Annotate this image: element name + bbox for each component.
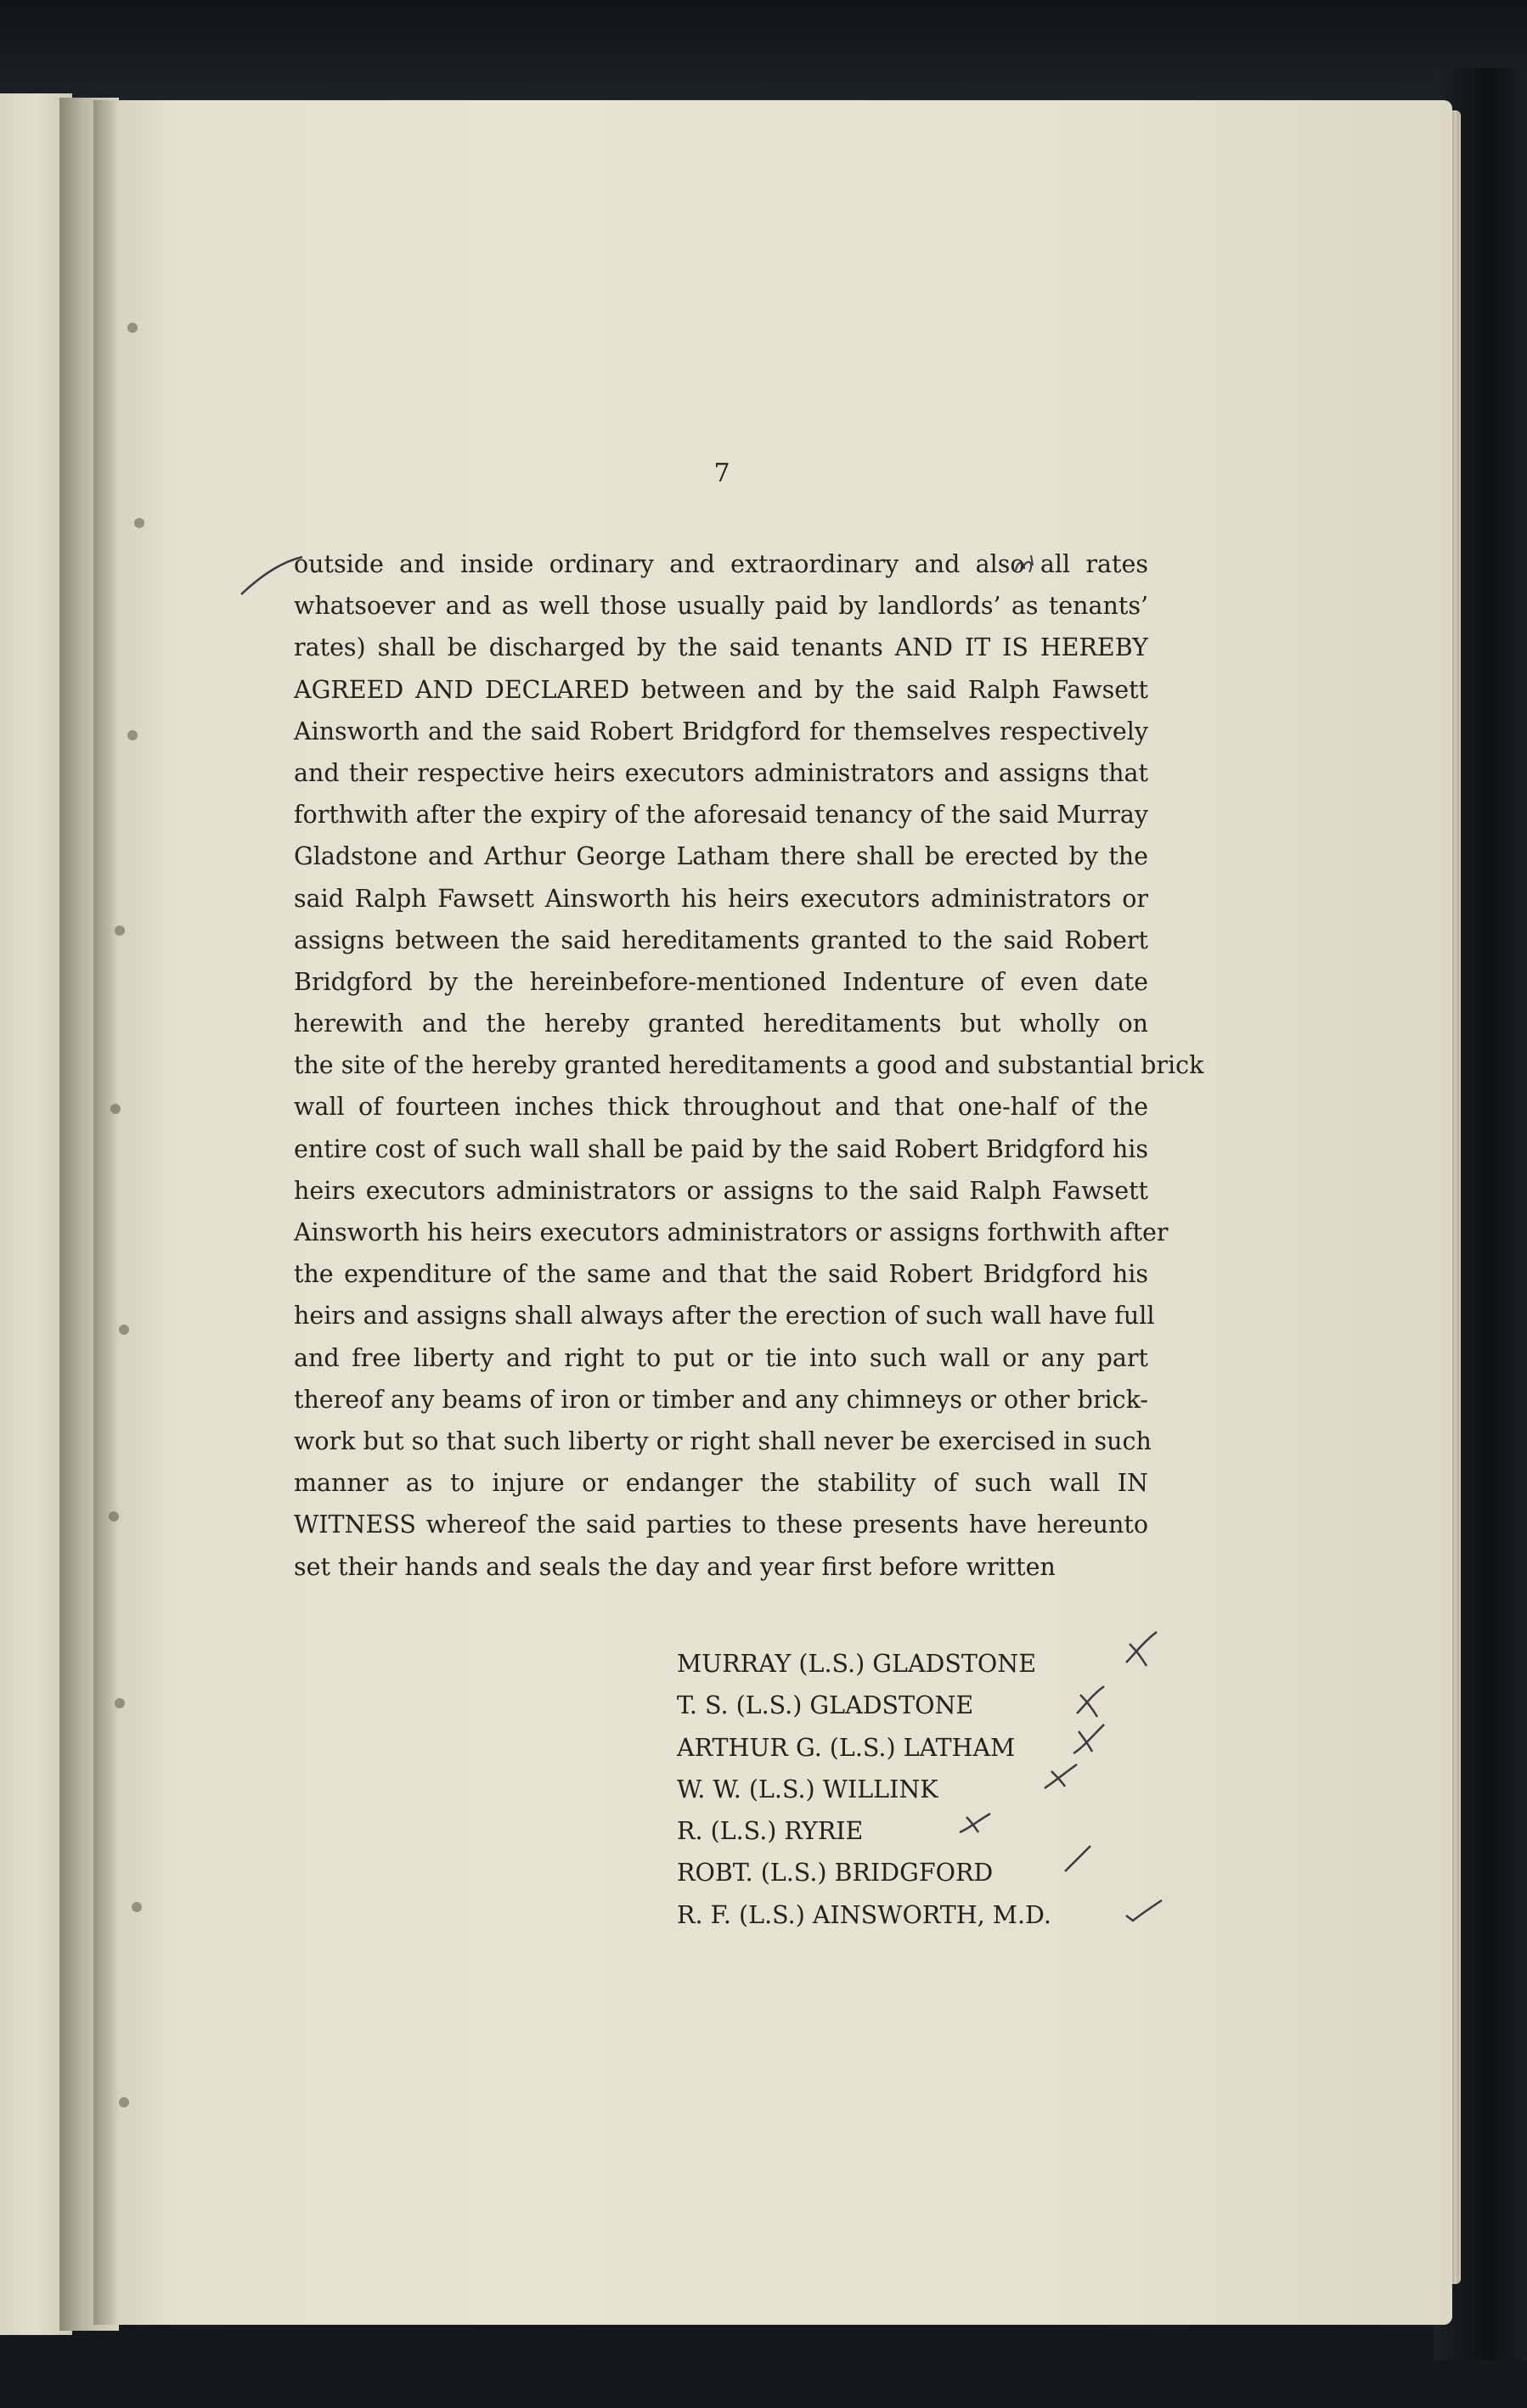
signature-block bbox=[677, 1643, 1051, 1936]
body-line: rates) shall be discharged by the said tenants AND IT IS HEREBY bbox=[294, 633, 1148, 662]
body-line: whatsoever and as well those usually paid by landlords’ as tenants’ bbox=[294, 592, 1148, 621]
signature-line: ARTHUR G. (L.S.) LATHAM bbox=[677, 1733, 1016, 1762]
body-line: Bridgford by the hereinbefore-mentioned Indenture of even date bbox=[294, 967, 1148, 996]
tick-mark-icon bbox=[1123, 1629, 1160, 1669]
binding-hole bbox=[127, 730, 138, 740]
binding-hole bbox=[115, 926, 125, 936]
gutter-shadow bbox=[93, 100, 119, 2325]
body-line: heirs and assigns shall always after the erection of such wall have full bbox=[294, 1302, 1155, 1331]
deed-body-text bbox=[294, 543, 1204, 1588]
binding-hole bbox=[132, 1902, 142, 1912]
body-line: work but so that such liberty or right shall never be exercised in such bbox=[294, 1426, 1152, 1455]
body-line: Gladstone and Arthur George Latham there shall be erected by the bbox=[294, 842, 1148, 871]
signature-line: R. F. (L.S.) AINSWORTH, M.D. bbox=[677, 1900, 1051, 1929]
signature-line: R. (L.S.) RYRIE bbox=[677, 1817, 864, 1846]
binding-hole bbox=[110, 1104, 121, 1114]
body-line: wall of fourteen inches thick throughout and that one-half of the bbox=[294, 1093, 1148, 1122]
signature-line: MURRAY (L.S.) GLADSTONE bbox=[677, 1650, 1037, 1678]
binding-hole bbox=[134, 518, 144, 528]
signature-line: T. S. (L.S.) GLADSTONE bbox=[677, 1691, 974, 1720]
body-line: thereof any beams of iron or timber and any chimneys or other brick- bbox=[294, 1385, 1148, 1414]
body-line: AGREED AND DECLARED between and by the said Ralph Fawsett bbox=[294, 675, 1148, 704]
tick-mark-icon bbox=[1062, 1843, 1096, 1876]
binding-hole bbox=[119, 2097, 129, 2107]
page-number: 7 bbox=[713, 459, 730, 488]
body-line: and free liberty and right to put or tie into such wall or any part bbox=[294, 1343, 1148, 1372]
body-line: outside and inside ordinary and extraordinary and also all rates bbox=[294, 550, 1148, 578]
tick-mark-icon bbox=[1041, 1759, 1080, 1793]
body-line: Ainsworth his heirs executors administrators or assigns forthwith after bbox=[294, 1218, 1169, 1246]
book-binding-top bbox=[0, 0, 1527, 102]
tick-mark-icon bbox=[956, 1809, 994, 1837]
body-line: set their hands and seals the day and year first before written bbox=[294, 1552, 1056, 1581]
body-line: entire cost of such wall shall be paid by the said Robert Bridgford his bbox=[294, 1134, 1148, 1163]
body-line: heirs executors administrators or assigns to the said Ralph Fawsett bbox=[294, 1176, 1148, 1205]
body-line: forthwith after the expiry of the aforesaid tenancy of the said Murray bbox=[294, 801, 1148, 830]
body-line: herewith and the hereby granted hereditaments but wholly on bbox=[294, 1010, 1148, 1038]
pencil-stroke-mark bbox=[238, 543, 306, 603]
body-line: and their respective heirs executors administrators and assigns that bbox=[294, 758, 1148, 787]
tick-mark-icon bbox=[1123, 1897, 1165, 1926]
body-line: WITNESS whereof the said parties to these presents have hereunto bbox=[294, 1511, 1148, 1539]
body-line: said Ralph Fawsett Ainsworth his heirs executors administrators or bbox=[294, 884, 1148, 913]
binding-hole bbox=[127, 323, 138, 333]
signature-line: ROBT. (L.S.) BRIDGFORD bbox=[677, 1859, 994, 1888]
body-line: the expenditure of the same and that the said Robert Bridgford his bbox=[294, 1260, 1148, 1289]
body-line: Ainsworth and the said Robert Bridgford for themselves respectively bbox=[294, 717, 1148, 745]
body-line: assigns between the said hereditaments granted to the said Robert bbox=[294, 926, 1148, 954]
binding-hole bbox=[109, 1511, 119, 1522]
handwritten-correction-mark bbox=[1012, 554, 1041, 577]
binding-hole bbox=[115, 1698, 125, 1708]
tick-mark-icon bbox=[1070, 1719, 1107, 1758]
body-line: the site of the hereby granted hereditaments a good and substantial brick bbox=[294, 1051, 1204, 1080]
tick-mark-icon bbox=[1073, 1683, 1107, 1720]
binding-hole bbox=[119, 1325, 129, 1335]
signature-line: W. W. (L.S.) WILLINK bbox=[677, 1775, 938, 1803]
body-line: manner as to injure or endanger the stability of such wall IN bbox=[294, 1469, 1148, 1498]
